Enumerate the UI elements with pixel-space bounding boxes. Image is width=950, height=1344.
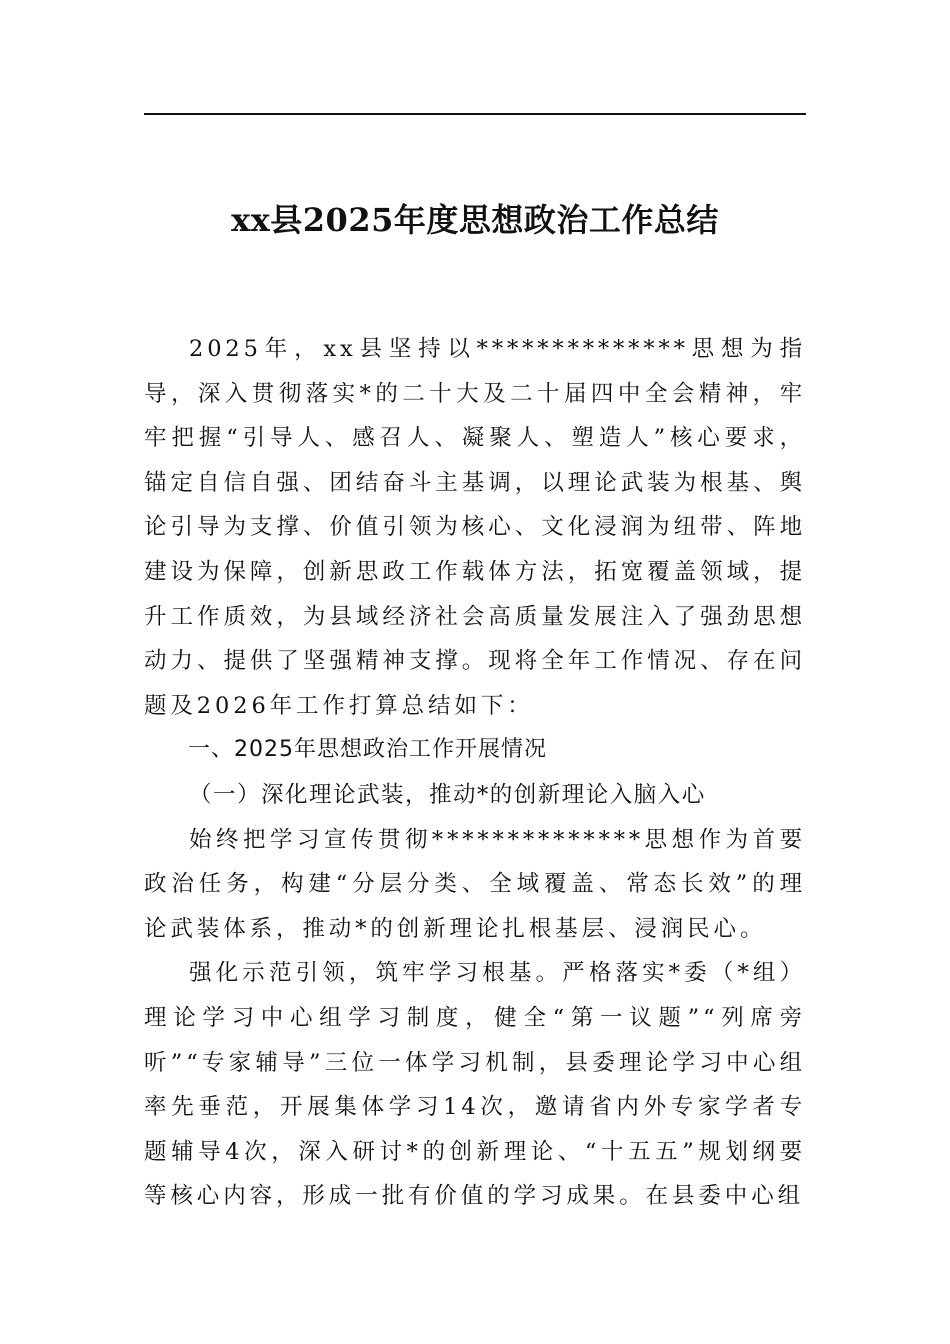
header-rule bbox=[144, 113, 806, 115]
document-title: xx县2025年度思想政治工作总结 bbox=[231, 201, 719, 239]
section-heading-1: 一、2025年思想政治工作开展情况 bbox=[188, 737, 547, 763]
subsection-paragraph-2: 强化示范引领，筑牢学习根基。严格落实*委（*组）理论学习中心组学习制度，健全“第一议题”“列席旁听”“专家辅导”三位一体学习机制，县委理论学习中心组率先垂范，开展集体学习14次，邀请省内外专家学者专题辅导4次，深入研讨*的创新理论、“十五五”规划纲要等核心内容，形成一批有价值的学习成果。在县委中心组 bbox=[144, 960, 806, 1210]
intro-paragraph: 2025年，xx县坚持以**************思想为指导，深入贯彻落实*的二十大及二十届四中全会精神，牢牢把握“引导人、感召人、凝聚人、塑造人”核心要求，锚定自信自强、团结奋斗主基调，以理论武装为根基、舆论引导为支撑、价值引领为核心、文化浸润为纽带、阵地建设为保障，创新思政工作载体方法，拓宽覆盖领域，提升工作质效，为县域经济社会高质量发展注入了强劲思想动力、提供了坚强精神支撑。现将全年工作情况、存在问题及2026年工作打算总结如下： bbox=[144, 336, 806, 719]
subsection-paragraph-1: 始终把学习宣传贯彻**************思想作为首要政治任务，构建“分层分类、全域覆盖、常态长效”的理论武装体系，推动*的创新理论扎根基层、浸润民心。 bbox=[144, 826, 806, 942]
subsection-heading-1: （一）深化理论武装，推动*的创新理论入脑入心 bbox=[189, 781, 706, 808]
document-body bbox=[144, 327, 806, 1219]
